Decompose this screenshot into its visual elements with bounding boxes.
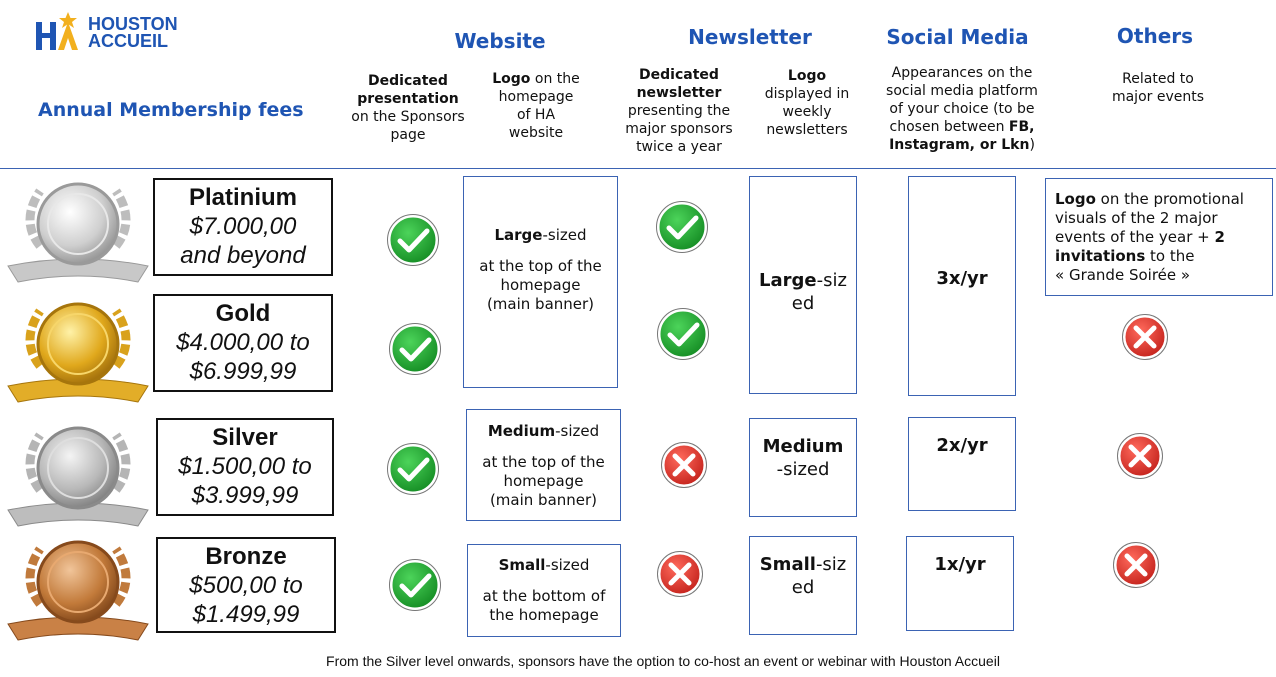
bronze-medal-icon <box>4 534 152 646</box>
social-media-medium-cell: 2x/yr <box>908 417 1016 511</box>
cross-icon <box>656 550 704 598</box>
tier-platinium <box>153 178 333 276</box>
category-website: Website <box>454 29 546 53</box>
subheader-dedicated-presentation: Dedicated presentation on the Sponsors page <box>351 73 465 143</box>
subheader-dedicated-newsletter: Dedicated newsletter presenting the major sponsors twice a year <box>625 67 733 155</box>
subheader-logo-homepage: Logo on the homepage of HA website <box>492 71 580 141</box>
tier-price: $500,00 to <box>189 572 303 599</box>
tier-price: $1.499,99 <box>192 601 300 628</box>
logo-line1: HOUSTON <box>88 14 178 34</box>
category-newsletter: Newsletter <box>688 25 812 49</box>
website-logo-medium-cell: Medium-sized at the top of the homepage (main banner) <box>466 409 621 521</box>
tier-price: $1.500,00 to <box>178 453 312 480</box>
website-logo-large-cell: Large-sized at the top of the homepage (main banner) <box>463 176 618 388</box>
tier-price: $6.999,99 <box>189 358 297 385</box>
check-icon <box>656 307 710 361</box>
tier-price: and beyond <box>180 242 306 269</box>
social-media-small-cell: 1x/yr <box>906 536 1014 631</box>
page-title: Annual Membership fees <box>38 99 304 121</box>
logo-mark-icon <box>34 12 82 52</box>
category-others: Others <box>1116 24 1194 48</box>
check-icon <box>386 442 440 496</box>
cross-icon <box>660 441 708 489</box>
tier-name: Gold <box>215 300 271 327</box>
tier-name: Silver <box>212 424 278 451</box>
tier-name: Platinium <box>188 184 297 211</box>
silver-medal-icon <box>4 420 152 532</box>
check-icon <box>655 200 709 254</box>
others-platinium-cell: Logo on the promotional visuals of the 2 major events of the year + 2 invitations to the « Grande Soirée » <box>1045 178 1273 296</box>
header-divider <box>0 168 1276 169</box>
newsletter-logo-medium-cell: Medium -sized <box>749 418 857 517</box>
check-icon <box>388 558 442 612</box>
category-social-media: Social Media <box>886 25 1029 49</box>
newsletter-logo-large-cell: Large-siz ed <box>749 176 857 394</box>
platinum-medal-icon <box>4 176 152 288</box>
cross-icon <box>1116 432 1164 480</box>
tier-price: $4.000,00 to <box>176 329 310 356</box>
cross-icon <box>1121 313 1169 361</box>
tier-bronze <box>156 537 336 633</box>
tier-price: $7.000,00 <box>189 213 297 240</box>
logo <box>34 12 194 54</box>
website-logo-small-cell: Small-sized at the bottom of the homepage <box>467 544 621 637</box>
logo-line2: ACCUEIL <box>88 31 168 51</box>
subheader-social-appearances: Appearances on the social media platform of your choice (to be chosen between FB, Instagram, or Lkn) <box>886 65 1038 153</box>
cross-icon <box>1112 541 1160 589</box>
gold-medal-icon <box>4 296 152 408</box>
subheader-others: Related to major events <box>1111 71 1205 105</box>
tier-name: Bronze <box>205 543 287 570</box>
footer-note: From the Silver level onwards, sponsors have the option to co-host an event or webinar with Houston Accueil <box>326 653 1000 669</box>
check-icon <box>388 322 442 376</box>
social-media-large-cell: 3x/yr <box>908 176 1016 396</box>
tier-silver <box>156 418 334 516</box>
tier-price: $3.999,99 <box>191 482 299 509</box>
newsletter-logo-small-cell: Small-siz ed <box>749 536 857 635</box>
subheader-logo-newsletters: Logo displayed in weekly newsletters <box>764 68 850 138</box>
check-icon <box>386 213 440 267</box>
tier-gold <box>153 294 333 392</box>
